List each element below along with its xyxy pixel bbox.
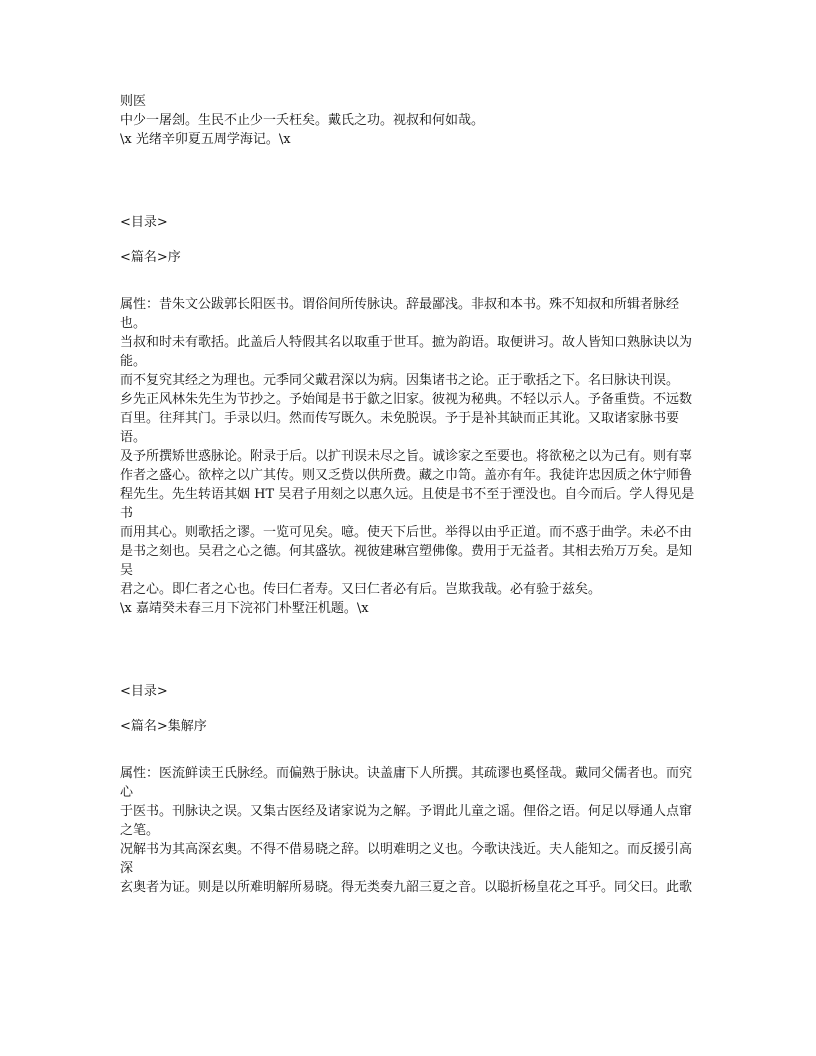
toc-marker: <目录> bbox=[120, 684, 168, 699]
paragraph: 及予所撰矫世惑脉论。附录于后。以扩刊误未尽之旨。诚诊家之至要也。将欲秘之以为己有。则有辜 bbox=[120, 449, 693, 464]
chapter-title: <篇名>集解序 bbox=[120, 719, 207, 734]
paragraph: 乡先正风林朱先生为节抄之。予始闻是书于歙之旧家。彼视为秘典。不轻以示人。予备重赀。不远数 bbox=[120, 392, 693, 407]
signature-line: \x 嘉靖癸未春三月下浣祁门朴墅汪机题。\x bbox=[120, 601, 369, 616]
paragraph: 属性：昔朱文公跋郭长阳医书。谓俗间所传脉诀。辞最鄙浅。非叔和本书。殊不知叔和所辑者脉经也。 bbox=[120, 297, 680, 331]
paragraph: 作者之盛心。欲梓之以广其传。则又乏赀以供所费。藏之巾笥。盖亦有年。我徒许忠因质之休宁师鲁 bbox=[120, 468, 693, 483]
text-line: 中少一屠刽。生民不止少一夭枉矣。戴氏之功。视叔和何如哉。 bbox=[120, 113, 485, 128]
paragraph: 况解书为其高深玄奥。不得不借易晓之辞。以明难明之义也。今歌诀浅近。夫人能知之。而反援引高深 bbox=[120, 842, 693, 876]
paragraph: 百里。往拜其门。手录以归。然而传写既久。未免脱误。予于是补其缺而正其讹。又取诸家脉书要语。 bbox=[120, 411, 680, 445]
paragraph: 君之心。即仁者之心也。传曰仁者寿。又曰仁者必有后。岂欺我哉。必有验于兹矣。 bbox=[120, 582, 602, 597]
toc-marker: <目录> bbox=[120, 215, 168, 230]
paragraph: 而用其心。则歌括之谬。一览可见矣。噫。使天下后世。举得以由乎正道。而不惑于曲学。未必不由 bbox=[120, 525, 693, 540]
document-page bbox=[120, 92, 700, 897]
paragraph: 当叔和时未有歌括。此盖后人特假其名以取重于世耳。摭为韵语。取便讲习。故人皆知口熟脉诀以为能。 bbox=[120, 335, 693, 369]
text-line: 则医 bbox=[120, 94, 147, 109]
chapter-title: <篇名>序 bbox=[120, 250, 181, 265]
paragraph: 程先生。先生转语其姻 HT 吴君子用刻之以惠久远。且使是书不至于湮没也。自今而后。学人得见是书 bbox=[120, 487, 695, 521]
text-line: \x 光绪辛卯夏五周学海记。\x bbox=[120, 132, 291, 147]
paragraph: 玄奥者为证。则是以所难明解所易晓。得无类奏九韶三夏之音。以聪折杨皇花之耳乎。同父曰。此歌 bbox=[120, 880, 693, 895]
paragraph: 是书之刻也。吴君之心之德。何其盛欤。视彼建琳宫塑佛像。费用于无益者。其相去殆万万矣。是知吴 bbox=[120, 544, 693, 578]
paragraph: 而不复究其经之为理也。元季同父戴君深以为病。因集诸书之论。正于歌括之下。名曰脉诀刊误。 bbox=[120, 373, 680, 388]
paragraph: 于医书。刊脉诀之误。又集古医经及诸家说为之解。予谓此儿童之谣。俚俗之语。何足以辱通人点窜之笔。 bbox=[120, 804, 693, 838]
paragraph: 属性：医流鲜读王氏脉经。而偏熟于脉诀。诀盖庸下人所撰。其疏谬也奚怪哉。戴同父儒者也。而究心 bbox=[120, 766, 693, 800]
